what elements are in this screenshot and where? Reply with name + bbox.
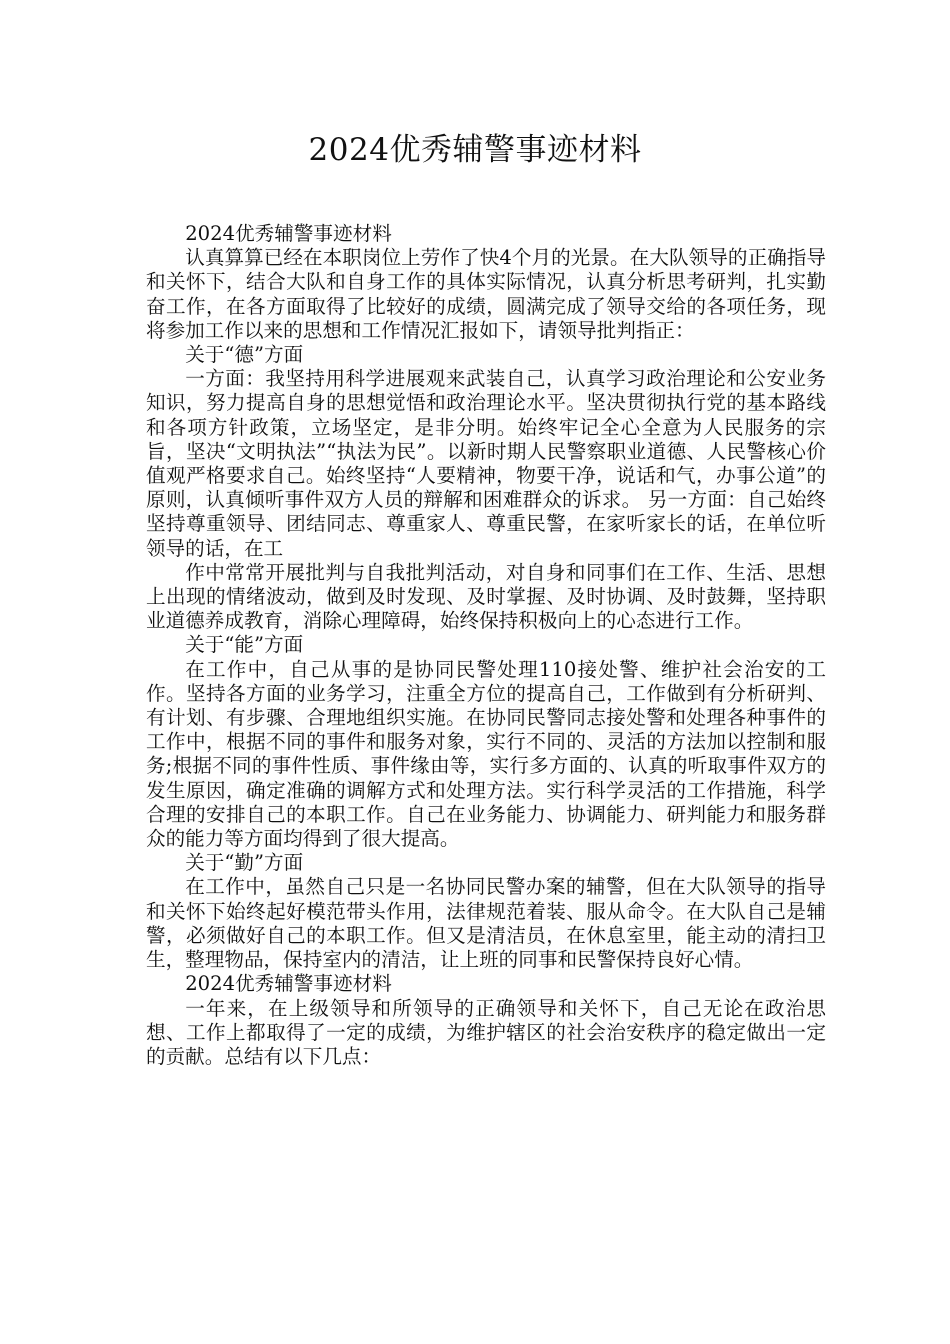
paragraph: 在工作中，虽然自己只是一名协同民警办案的辅警，但在大队领导的指导和关怀下始终起好模范带头作用，法律规范着装、服从命令。在大队自己是辅警，必须做好自己的本职工作。但又是清洁员，在休息室里，能主动的清扫卫生，整理物品，保持室内的清洁，让上班的同事和民警保持良好心情。 xyxy=(146,875,826,972)
section-heading: 关于“德”方面 xyxy=(185,343,304,367)
section-heading: 2024优秀辅警事迹材料 xyxy=(185,972,392,996)
section-heading: 关于“能”方面 xyxy=(185,633,304,657)
paragraph: 作中常常开展批判与自我批判活动，对自身和同事们在工作、生活、思想上出现的情绪波动，做到及时发现、及时掌握、及时协调、及时鼓舞，坚持职业道德养成教育，消除心理障碍，始终保持积极向上的心态进行工作。 xyxy=(146,560,826,633)
paragraph: 一方面：我坚持用科学进展观来武装自己，认真学习政治理论和公安业务知识，努力提高自身的思想觉悟和政治理论水平。坚决贯彻执行党的基本路线和各项方针政策，立场坚定，是非分明。始终牢记全心全意为人民服务的宗旨，坚决“文明执法”“执法为民”。以新时期人民警察职业道德、人民警核心价值观严格要求自己。始终坚持“人要精神，物要干净，说话和气，办事公道”的原则，认真倾听事件双方人员的辩解和困难群众的诉求。 另一方面：自己始终坚持尊重领导、团结同志、尊重家人、尊重民警，在家听家长的话，在单位听领导的话，在工 xyxy=(146,367,826,560)
paragraph: 认真算算已经在本职岗位上劳作了快4个月的光景。在大队领导的正确指导和关怀下，结合大队和自身工作的具体实际情况，认真分析思考研判，扎实勤奋工作，在各方面取得了比较好的成绩，圆满完成了领导交给的各项任务，现将参加工作以来的思想和工作情况汇报如下，请领导批判指正： xyxy=(146,246,826,342)
paragraph: 一年来，在上级领导和所领导的正确领导和关怀下，自己无论在政治思想、工作上都取得了一定的成绩，为维护辖区的社会治安秩序的稳定做出一定的贡献。总结有以下几点： xyxy=(146,996,826,1068)
paragraph: 2024优秀辅警事迹材料 xyxy=(185,222,392,245)
paragraph: 在工作中，自己从事的是协同民警处理110接处警、维护社会治安的工作。坚持各方面的业务学习，注重全方位的提高自己，工作做到有分析研判、有计划、有步骤、合理地组织实施。在协同民警同志接处警和处理各种事件的工作中，根据不同的事件和服务对象，实行不同的、灵活的方法加以控制和服务;根据不同的事件性质、事件缘由等，实行多方面的、认真的听取事件双方的发生原因，确定准确的调解方式和处理方法。实行科学灵活的工作措施，科学合理的安排自己的本职工作。自己在业务能力、协调能力、研判能力和服务群众的能力等方面均得到了很大提高。 xyxy=(146,657,826,851)
document-body xyxy=(146,222,826,1069)
document-title: 2024优秀辅警事迹材料 xyxy=(308,132,642,168)
section-heading: 关于“勤”方面 xyxy=(185,851,304,875)
